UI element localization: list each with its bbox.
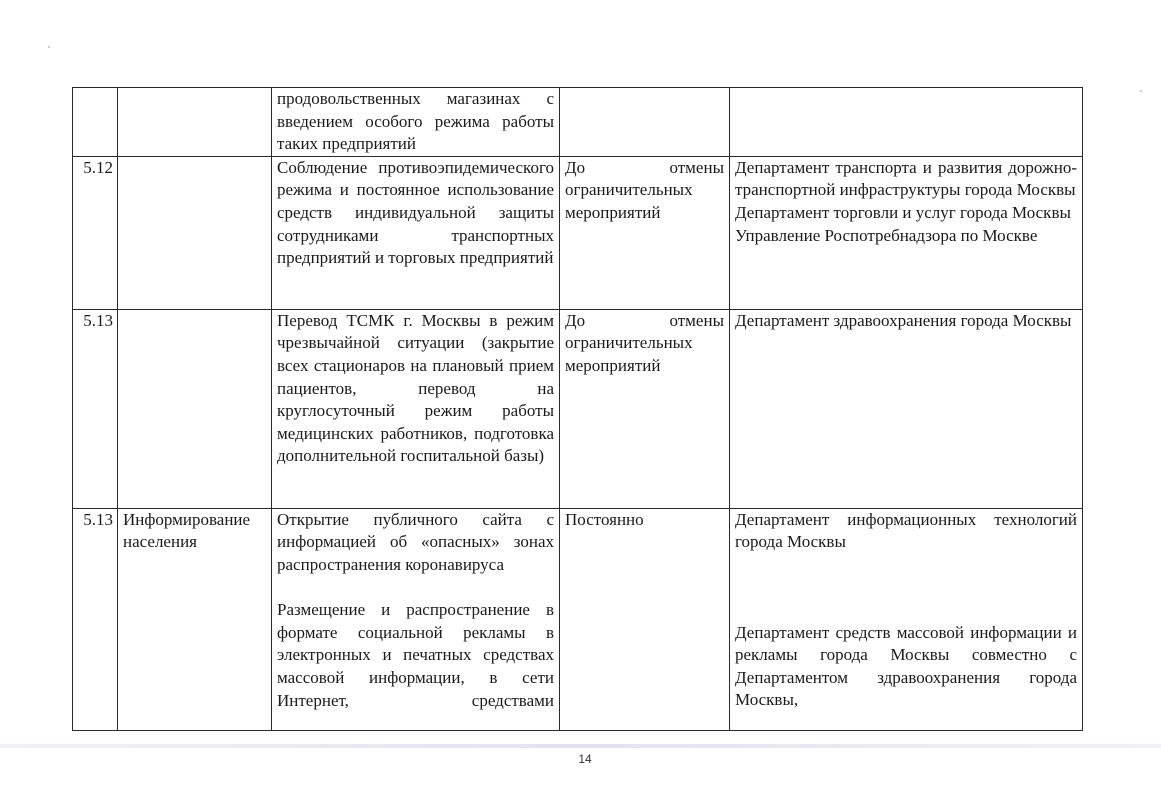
table-row xyxy=(73,309,1083,508)
paragraph-gap xyxy=(277,577,554,600)
row-number xyxy=(73,88,118,157)
page-footer-rule xyxy=(0,744,1161,748)
measure-text: продовольственных магазинах с введением особого режима работы таких предприятий xyxy=(277,89,554,154)
responsible-entry: Департамент средств массовой информации и рекламы города Москвы совместно с Департаментом здравоохранения города Москвы, xyxy=(735,622,1077,710)
row-number: 5.13 xyxy=(73,508,118,730)
row-section xyxy=(118,156,272,309)
row-responsible xyxy=(730,508,1083,730)
row-measure xyxy=(272,508,560,730)
page-number: 14 xyxy=(578,752,592,766)
row-number: 5.12 xyxy=(73,156,118,309)
responsible-entry: Департамент торговли и услуг города Москвы xyxy=(735,202,1071,222)
responsible-entry: Управление Роспотребнадзора по Москве xyxy=(735,225,1038,245)
row-deadline: До отмены ограничительных мероприятий xyxy=(560,156,730,309)
row-deadline: Постоянно xyxy=(560,508,730,730)
scan-speck xyxy=(1140,90,1142,92)
measure-text: Открытие публичного сайта с информацией об «опасных» зонах распространения коронавируса xyxy=(277,509,554,574)
row-section: Информирование населения xyxy=(118,508,272,730)
row-deadline xyxy=(560,88,730,157)
measures-table xyxy=(72,87,1083,731)
row-deadline: До отмены ограничительных мероприятий xyxy=(560,309,730,508)
row-responsible xyxy=(730,309,1083,508)
responsible-entry: Департамент информационных технологий города Москвы xyxy=(735,509,1077,552)
measure-text: Перевод ТСМК г. Москвы в режим чрезвычайной ситуации (закрытие всех стационаров на плановый прием пациентов, перевод на круглосуточный режим работы медицинских работников, подготовка дополнительной госпитальной базы) xyxy=(277,310,554,466)
row-measure xyxy=(272,309,560,508)
table-row xyxy=(73,508,1083,730)
row-section xyxy=(118,88,272,157)
table-row xyxy=(73,88,1083,157)
row-responsible xyxy=(730,156,1083,309)
responsible-entry: Департамент транспорта и развития дорожно-транспортной инфраструктуры города Москвы xyxy=(735,157,1077,200)
row-section xyxy=(118,309,272,508)
responsible-entry: Департамент здравоохранения города Москвы xyxy=(735,310,1072,330)
table-row xyxy=(73,156,1083,309)
measure-text: Размещение и распространение в формате социальной рекламы в электронных и печатных средствах массовой информации, в сети Интернет, средствами xyxy=(277,600,554,710)
paragraph-gap xyxy=(735,599,1077,622)
row-measure xyxy=(272,156,560,309)
row-responsible xyxy=(730,88,1083,157)
paragraph-gap xyxy=(735,554,1077,599)
row-number: 5.13 xyxy=(73,309,118,508)
measure-text: Соблюдение противоэпидемического режима и постоянное использование средств индивидуальной защиты сотрудниками транспортных предприятий и торговых предприятий xyxy=(277,157,554,268)
row-measure xyxy=(272,88,560,157)
scan-speck xyxy=(48,46,50,48)
